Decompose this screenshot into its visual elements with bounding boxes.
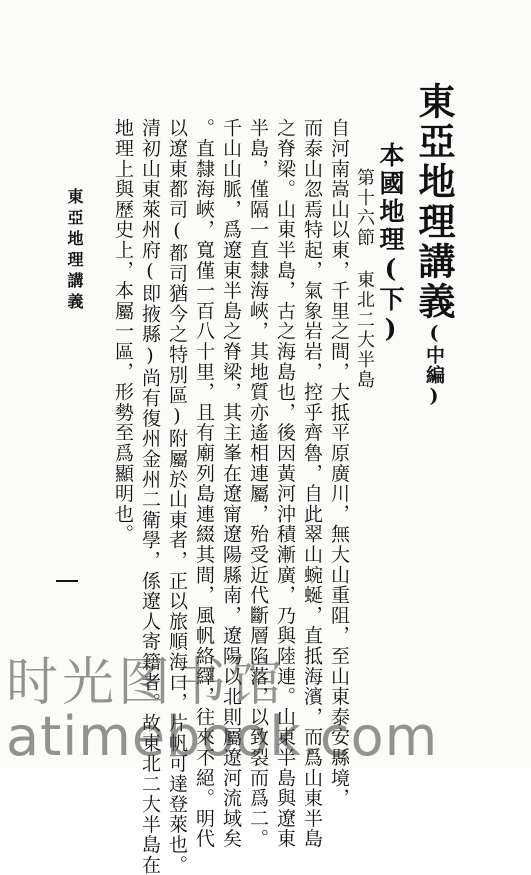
body-text-line-7: 以遼東都司(都司猶今之特別區)附屬於山東者，正以旅順海口，片帆可達登萊也。: [166, 118, 188, 875]
section-number: 第十六節: [354, 168, 375, 248]
running-head: 東亞地理講義: [65, 188, 84, 314]
body-text-line-2: 而泰山忽焉特起，氣象岩岩，控乎齊魯，自此翠山蜿蜒，直抵海濱，而爲山東半島: [301, 118, 323, 849]
watermark-cn: 时光图书馆: [6, 653, 287, 713]
body-text-line-6: 。直隸海峽，寬僅一百八十里，且有廟列島連綴其間，風帆絡繹，往來不絕。明代: [193, 118, 215, 849]
book-title-suffix: (中編): [423, 322, 445, 408]
section-heading: [355, 168, 373, 390]
body-text-line-8: 清初山東萊州府(即掖縣)尚有復州金州二衛學，係遼人寄籍者。故東北二大半島在: [139, 118, 161, 875]
body-text-line-3: 之脊梁。山東半島，古之海島也，後因黃河沖積漸廣，乃與陸連。山東半島與遼東: [274, 118, 296, 849]
section-title: 東北二大半島: [354, 270, 375, 390]
chapter-heading: 本國地理(下): [376, 142, 405, 346]
watermark-en: atimebook.com: [6, 705, 439, 768]
book-title: [412, 82, 456, 408]
body-text-line-9: 地理上與歷史上，本屬一區，形勢至爲顯明也。: [112, 118, 134, 545]
body-text-line-5: 千山山脈，爲遼東半島之脊梁，其主峯在遼甯遼陽縣南，遼陽以北則屬遼河流域矣: [220, 118, 242, 849]
book-title-text: 東亞地理講義: [412, 82, 456, 322]
body-text-line-4: 半島，僅隔一直隸海峽，其地質亦遙相連屬，殆受近代斷層陷落，以致裂而爲二。: [247, 118, 269, 849]
page-number: [56, 580, 78, 582]
body-text-line-1: 自河南嵩山以東，千里之間，大抵平原廣川，無大山重阻，至山東泰安縣境，: [328, 118, 350, 809]
